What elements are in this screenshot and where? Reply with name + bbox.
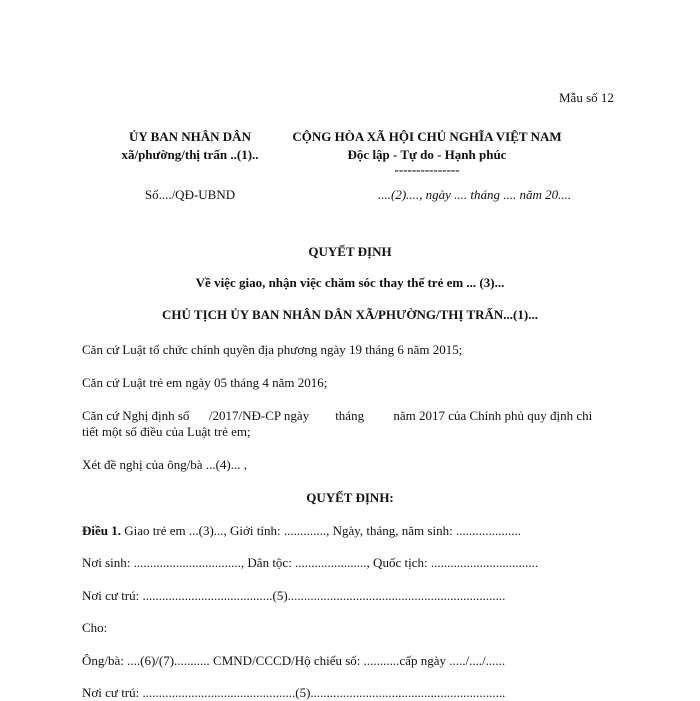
- decision-heading: QUYẾT ĐỊNH:: [306, 490, 394, 505]
- proposal-basis: Xét đề nghị của ông/bà ...(4)... ,: [82, 457, 247, 472]
- document-number: Số..../QĐ-UBND: [144, 187, 236, 202]
- legal-basis-1: Căn cứ Luật tổ chức chính quyền địa phương ngày 19 tháng 6 năm 2015;: [82, 342, 463, 357]
- form-number: Mẫu số 12: [559, 90, 614, 105]
- article-1-line-6: Nơi cư trú: ...............................................(5)............................................................: [82, 685, 506, 700]
- article-1-line-3: Nơi cư trú: ........................................(5)...................................................................: [82, 588, 506, 603]
- issuer-locality: xã/phường/thị trấn ..(1)..: [121, 147, 259, 162]
- document-subtitle: Về việc giao, nhận việc chăm sóc thay thế trẻ em ... (3)...: [195, 275, 505, 290]
- article-1-text: Giao trẻ em ...(3)..., Giới tính: ............., Ngày, tháng, năm sinh: ....................: [121, 523, 521, 538]
- place-date: ....(2)...., ngày .... tháng .... năm 20....: [378, 187, 572, 202]
- national-title: CỘNG HÒA XÃ HỘI CHỦ NGHĨA VIỆT NAM: [292, 129, 562, 144]
- article-1-label: Điều 1.: [82, 523, 121, 538]
- national-motto: Độc lập - Tự do - Hạnh phúc: [347, 147, 507, 162]
- document-title: QUYẾT ĐỊNH: [308, 244, 392, 259]
- legal-basis-3: Căn cứ Nghị định số /2017/NĐ-CP ngày tháng năm 2017 của Chính phủ quy định chi: [82, 408, 593, 423]
- article-1-line-1: [82, 523, 521, 539]
- motto-divider: ---------------: [394, 162, 460, 177]
- legal-basis-3-cont: tiết một số điều của Luật trẻ em;: [82, 424, 251, 439]
- article-1-line-4: Cho:: [82, 620, 108, 635]
- issuer-name: ỦY BAN NHÂN DÂN: [129, 129, 251, 144]
- legal-basis-2: Căn cứ Luật trẻ em ngày 05 tháng 4 năm 2016;: [82, 375, 328, 390]
- article-1-line-5: Ông/bà: ....(6)/(7)........... CMND/CCCD/Hộ chiếu số: ...........cấp ngày ...../..../......: [82, 653, 506, 668]
- article-1-line-2: Nơi sinh: ................................., Dân tộc: ......................, Quốc tịch: .................................: [82, 555, 539, 570]
- issuing-authority: CHỦ TỊCH ỦY BAN NHÂN DÂN XÃ/PHƯỜNG/THỊ TRẤN...(1)...: [162, 307, 538, 322]
